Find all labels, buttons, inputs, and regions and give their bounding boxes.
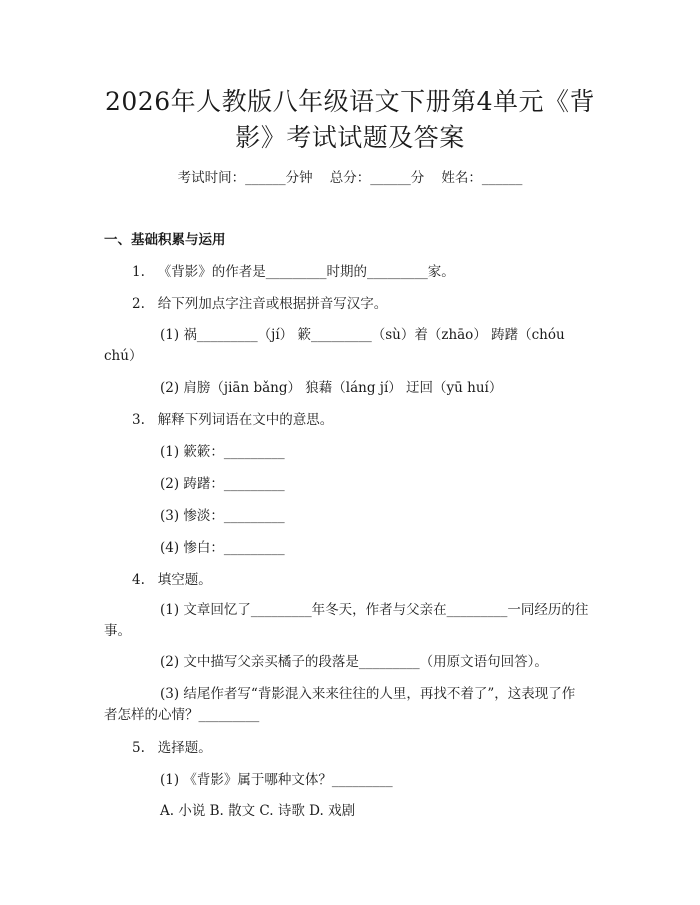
question-3-stem: 3. 解释下列词语在文中的意思。 <box>132 412 334 428</box>
question-2-part-2: (2) 肩膀（jiān bǎng） 狼藉（láng jí） 迂回（yū huí） <box>160 380 503 396</box>
question-4-part-1: (1) 文章回忆了_________年冬天，作者与父亲在_________一同经历的往 <box>160 602 589 618</box>
section-heading: 一、基础积累与运用 <box>104 232 226 248</box>
question-1: 1. 《背影》的作者是_________时期的_________家。 <box>132 264 455 280</box>
question-2-stem: 2. 给下列加点字注音或根据拼音写汉字。 <box>132 296 388 312</box>
question-4-part-3: (3) 结尾作者写“背影混入来来往往的人里，再找不着了”，这表现了作 <box>160 686 576 702</box>
question-3-item: (2) 踌躇：_________ <box>160 476 285 492</box>
exam-info: 考试时间：______分钟 总分：______分 姓名：______ <box>177 170 523 186</box>
page-title-line-1: 2026年人教版八年级语文下册第4单元《背 <box>104 87 596 116</box>
question-4-part-2: (2) 文中描写父亲买橘子的段落是_________（用原文语句回答）。 <box>160 654 548 670</box>
question-4-part-1-cont: 事。 <box>104 623 131 639</box>
page-title-line-2: 影》考试试题及答案 <box>235 123 465 152</box>
question-4-stem: 4. 填空题。 <box>132 572 212 588</box>
question-3-item: (3) 惨淡：_________ <box>160 508 285 524</box>
question-3-item: (4) 惨白：_________ <box>160 540 285 556</box>
question-5-options: A. 小说 B. 散文 C. 诗歌 D. 戏剧 <box>160 803 356 819</box>
question-4-part-3-cont: 者怎样的心情？_________ <box>104 707 260 723</box>
question-2-part-1-cont: chú） <box>104 348 143 364</box>
question-5-part-1: (1) 《背影》属于哪种文体？_________ <box>160 772 393 788</box>
question-2-part-1: (1) 祸_________（jí） 簌_________（sù）着（zhāo） 踌躇（chóu <box>160 327 565 343</box>
question-5-stem: 5. 选择题。 <box>132 740 212 756</box>
question-3-item: (1) 簌簌：_________ <box>160 444 285 460</box>
